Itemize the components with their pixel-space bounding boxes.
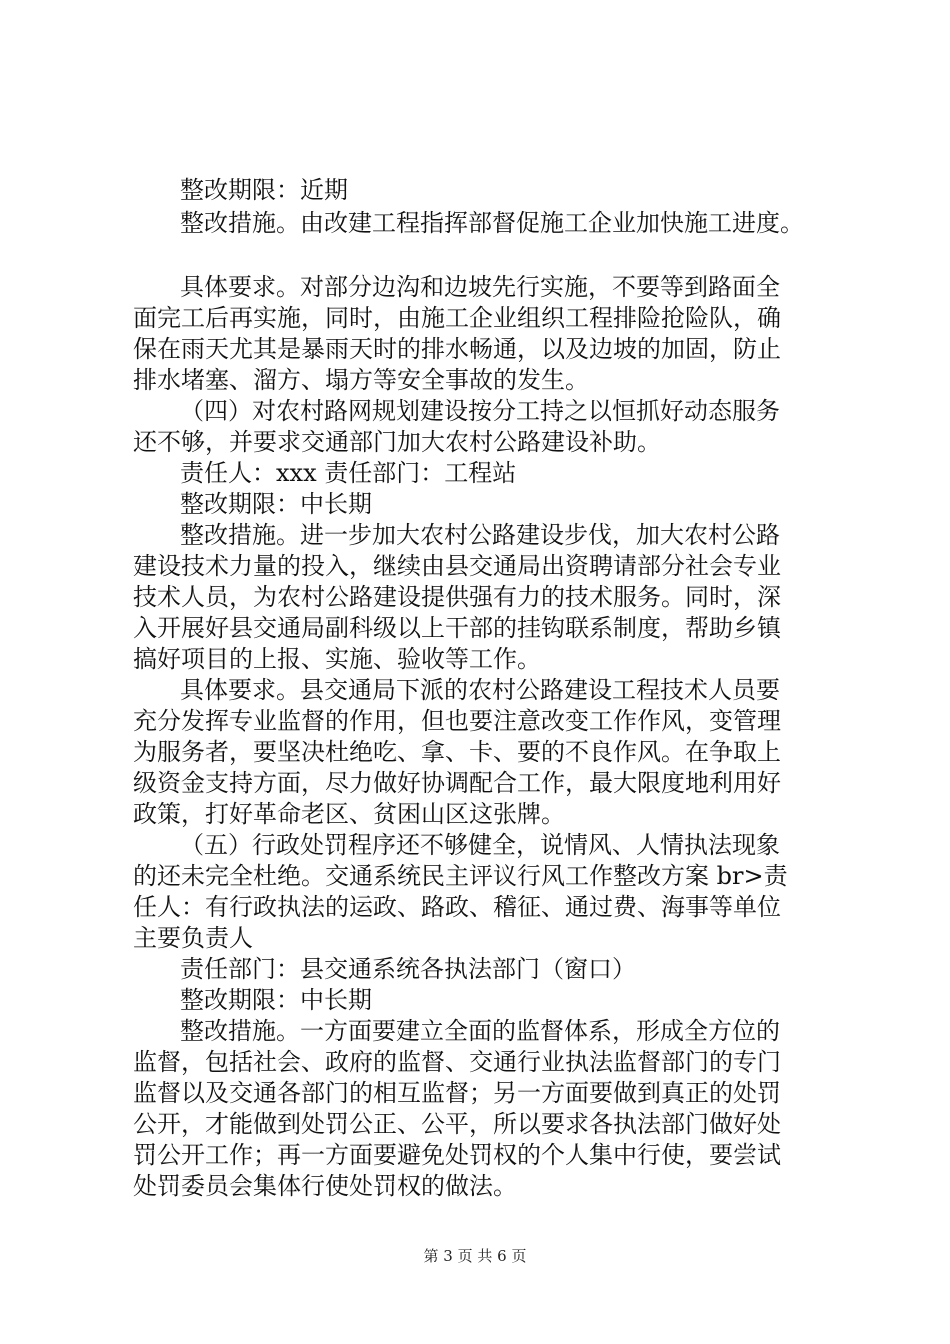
text-line: 充分发挥专业监督的作用，但也要注意改变工作作风，变管理 [133,706,781,735]
text-line: 整改措施。一方面要建立全面的监督体系，形成全方位的 [180,1016,780,1045]
text-line: 公开，才能做到处罚公正、公平，所以要求各执法部门做好处 [133,1109,781,1138]
text-line: 责任部门：县交通系统各执法部门（窗口） [180,954,636,983]
text-line: （四）对农村路网规划建设按分工持之以恒抓好动态服务 [180,396,780,425]
text-line: 入开展好县交通局副科级以上干部的挂钩联系制度，帮助乡镇 [133,613,781,642]
text-line: 保在雨天尤其是暴雨天时的排水畅通，以及边坡的加固，防止 [133,334,781,363]
text-line: 监督，包括社会、政府的监督、交通行业执法监督部门的专门 [133,1047,781,1076]
text-line: 整改期限：中长期 [180,985,372,1014]
text-line: 建设技术力量的投入，继续由县交通局出资聘请部分社会专业 [133,551,781,580]
text-line: 具体要求。县交通局下派的农村公路建设工程技术人员要 [180,675,780,704]
text-line: 级资金支持方面，尽力做好协调配合工作，最大限度地利用好 [133,768,781,797]
text-line: 为服务者，要坚决杜绝吃、拿、卡、要的不良作风。在争取上 [133,737,781,766]
text-line: 整改期限：中长期 [180,489,372,518]
text-line: 还不够，并要求交通部门加大农村公路建设补助。 [133,427,661,456]
text-line: （五）行政处罚程序还不够健全，说情风、人情执法现象 [180,830,780,859]
text-line: 整改措施。由改建工程指挥部督促施工企业加快施工进度。 [180,208,804,237]
text-line: 具体要求。对部分边沟和边坡先行实施，不要等到路面全 [180,272,780,301]
text-line: 搞好项目的上报、实施、验收等工作。 [133,644,541,673]
text-line: 政策，打好革命老区、贫困山区这张牌。 [133,799,565,828]
text-line: 整改期限：近期 [180,176,348,204]
page-footer: 第 3 页 共 6 页 [423,1247,527,1265]
text-line: 主要负责人 [133,923,253,952]
text-line: 任人：有行政执法的运政、路政、稽征、通过费、海事等单位 [133,892,781,921]
text-line: 责任人：xxx 责任部门：工程站 [180,458,517,487]
text-line: 面完工后再实施，同时，由施工企业组织工程排险抢险队，确 [133,303,781,332]
text-line: 监督以及交通各部门的相互监督；另一方面要做到真正的处罚 [133,1078,781,1107]
text-line: 罚公开工作；再一方面要避免处罚权的个人集中行使，要尝试 [133,1140,781,1169]
text-line: 技术人员，为农村公路建设提供强有力的技术服务。同时，深 [133,582,781,611]
text-line: 处罚委员会集体行使处罚权的做法。 [133,1172,517,1200]
text-line: 整改措施。进一步加大农村公路建设步伐，加大农村公路 [180,520,780,549]
text-line: 排水堵塞、溜方、塌方等安全事故的发生。 [133,365,589,394]
text-line: 的还未完全杜绝。交通系统民主评议行风工作整改方案 br>责 [133,861,788,890]
